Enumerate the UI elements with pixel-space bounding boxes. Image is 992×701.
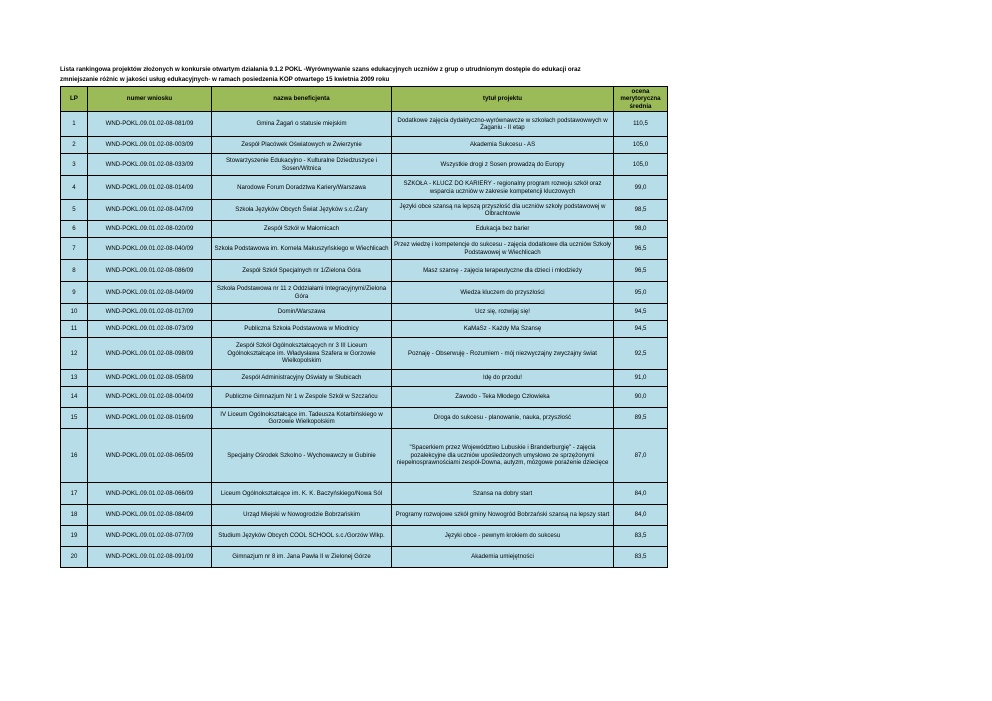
cell-numer: WND-POKL.09.01.02-08-016/09	[88, 408, 212, 429]
cell-lp: 14	[61, 387, 88, 408]
table-row	[61, 505, 668, 526]
cell-tytul: Poznaję - Obserwuję - Rozumiem - mój niezwyczajny zwyczajny świat	[392, 338, 614, 370]
cell-tytul: Akademia umiejętności	[392, 547, 614, 568]
cell-tytul: Języki obce - pewnym krokiem do sukcesu	[392, 526, 614, 547]
cell-beneficjent: Publiczna Szkoła Podstawowa w Miodnicy	[212, 321, 392, 338]
cell-beneficjent: Domin/Warszawa	[212, 304, 392, 321]
cell-numer: WND-POKL.09.01.02-08-086/09	[88, 260, 212, 282]
cell-lp: 15	[61, 408, 88, 429]
cell-numer: WND-POKL.09.01.02-08-058/09	[88, 370, 212, 387]
cell-tytul: Szansa na dobry start	[392, 483, 614, 505]
cell-beneficjent: Zespół Szkół w Małomicach	[212, 221, 392, 238]
cell-numer: WND-POKL.09.01.02-08-049/09	[88, 282, 212, 304]
cell-ocena: 110,5	[614, 112, 668, 137]
table-row	[61, 321, 668, 338]
cell-numer: WND-POKL.09.01.02-08-047/09	[88, 200, 212, 221]
cell-lp: 9	[61, 282, 88, 304]
cell-ocena: 105,0	[614, 154, 668, 176]
table-row	[61, 408, 668, 429]
header-tytul: tytuł projektu	[392, 87, 614, 112]
cell-ocena: 84,0	[614, 505, 668, 526]
table-row	[61, 260, 668, 282]
cell-beneficjent: Stowarzyszenie Edukacyjno - Kulturalne Dziedzuszyce i Sosen/Witnica	[212, 154, 392, 176]
cell-numer: WND-POKL.09.01.02-08-033/09	[88, 154, 212, 176]
cell-lp: 6	[61, 221, 88, 238]
cell-beneficjent: Specjalny Ośrodek Szkolno - Wychowawczy w Gubinie	[212, 429, 392, 483]
table-row	[61, 338, 668, 370]
cell-lp: 11	[61, 321, 88, 338]
cell-numer: WND-POKL.09.01.02-08-084/09	[88, 505, 212, 526]
cell-beneficjent: Publiczne Gimnazjum Nr 1 w Zespole Szkół w Szczańcu	[212, 387, 392, 408]
cell-lp: 7	[61, 238, 88, 260]
cell-ocena: 96,5	[614, 238, 668, 260]
table-row	[61, 429, 668, 483]
cell-numer: WND-POKL.09.01.02-08-077/09	[88, 526, 212, 547]
cell-beneficjent: IV Liceum Ogólnokształcące im. Tadeusza Kotarbińskiego w Gorzowie Wielkopolskim	[212, 408, 392, 429]
cell-numer: WND-POKL.09.01.02-08-091/09	[88, 547, 212, 568]
table-row	[61, 200, 668, 221]
table-row	[61, 526, 668, 547]
cell-numer: WND-POKL.09.01.02-08-081/09	[88, 112, 212, 137]
table-row	[61, 547, 668, 568]
cell-ocena: 92,5	[614, 338, 668, 370]
cell-lp: 20	[61, 547, 88, 568]
cell-ocena: 105,0	[614, 137, 668, 154]
cell-tytul: Idę do przodu!	[392, 370, 614, 387]
cell-lp: 1	[61, 112, 88, 137]
cell-beneficjent: Gmina Żagań o statusie miejskim	[212, 112, 392, 137]
table-row	[61, 137, 668, 154]
cell-tytul: Droga do sukcesu - planowanie, nauka, przyszłość	[392, 408, 614, 429]
cell-lp: 17	[61, 483, 88, 505]
header-beneficjent: nazwa beneficjenta	[212, 87, 392, 112]
cell-tytul: Wszystkie drogi z Sosen prowadzą do Europy	[392, 154, 614, 176]
cell-beneficjent: Szkoła Języków Obcych Świat Języków s.c./Żary	[212, 200, 392, 221]
cell-beneficjent: Zespół Szkół Ogólnokształcących nr 3 III Liceum Ogólnokształcące im. Władysława Szafera w Gorzowie Wielkopolskim	[212, 338, 392, 370]
cell-lp: 13	[61, 370, 88, 387]
cell-ocena: 95,0	[614, 282, 668, 304]
cell-numer: WND-POKL.09.01.02-08-098/09	[88, 338, 212, 370]
cell-lp: 18	[61, 505, 88, 526]
cell-ocena: 87,0	[614, 429, 668, 483]
cell-beneficjent: Szkoła Podstawowa nr 11 z Oddziałami Integracyjnymi/Zielona Góra	[212, 282, 392, 304]
cell-ocena: 91,0	[614, 370, 668, 387]
cell-tytul: Przez wiedzę i kompetencje do sukcesu - zajęcia dodatkowe dla uczniów Szkoły Podstawowej w Wiechlicach	[392, 238, 614, 260]
table-row	[61, 282, 668, 304]
header-numer: numer wniosku	[88, 87, 212, 112]
cell-ocena: 94,5	[614, 304, 668, 321]
ranking-table	[60, 86, 668, 568]
cell-beneficjent: Zespół Szkół Specjalnych nr 1/Zielona Góra	[212, 260, 392, 282]
cell-tytul: Edukacja bez barier	[392, 221, 614, 238]
cell-tytul: SZKOŁA - KLUCZ DO KARIERY - regionalny program rozwoju szkół oraz wsparcia uczniów w zakresie kompetencji kluczowych	[392, 176, 614, 200]
cell-numer: WND-POKL.09.01.02-08-004/09	[88, 387, 212, 408]
table-row	[61, 370, 668, 387]
cell-beneficjent: Gimnazjum nr 8 im. Jana Pawła II w Zielonej Górze	[212, 547, 392, 568]
cell-numer: WND-POKL.09.01.02-08-066/09	[88, 483, 212, 505]
document-title	[60, 65, 700, 85]
cell-beneficjent: Szkoła Podstawowa im. Kornela Makuszyńskiego w Wiechlicach	[212, 238, 392, 260]
cell-numer: WND-POKL.09.01.02-08-073/09	[88, 321, 212, 338]
cell-beneficjent: Urząd Miejski w Nowogrodzie Bobrzańskim	[212, 505, 392, 526]
cell-numer: WND-POKL.09.01.02-08-003/09	[88, 137, 212, 154]
table-row	[61, 238, 668, 260]
cell-ocena: 98,0	[614, 221, 668, 238]
table-row	[61, 387, 668, 408]
cell-beneficjent: Studium Języków Obcych COOL SCHOOL s.c./Gorzów Wlkp.	[212, 526, 392, 547]
cell-lp: 16	[61, 429, 88, 483]
header-ocena: ocena merytoryczna średnia	[614, 87, 668, 112]
cell-lp: 4	[61, 176, 88, 200]
cell-lp: 8	[61, 260, 88, 282]
table-header-row	[61, 87, 668, 112]
cell-ocena: 89,5	[614, 408, 668, 429]
cell-tytul: Akademia Sukcesu - AS	[392, 137, 614, 154]
cell-tytul: Programy rozwojowe szkół gminy Nowogród Bobrzański szansą na lepszy start	[392, 505, 614, 526]
cell-lp: 3	[61, 154, 88, 176]
title-line-2: zmniejszanie różnic w jakości usług edukacyjnych- w ramach posiedzenia KOP otwartego 15 kwietnia 2009 roku	[60, 76, 390, 83]
cell-ocena: 83,5	[614, 547, 668, 568]
cell-ocena: 99,0	[614, 176, 668, 200]
cell-beneficjent: Narodowe Forum Doradztwa Kariery/Warszawa	[212, 176, 392, 200]
table-row	[61, 304, 668, 321]
header-lp: LP	[61, 87, 88, 112]
cell-tytul: Masz szansę - zajęcia terapeutyczne dla dzieci i młodzieży	[392, 260, 614, 282]
cell-tytul: KaMaSz - Każdy Ma Szansę	[392, 321, 614, 338]
cell-lp: 5	[61, 200, 88, 221]
cell-lp: 12	[61, 338, 88, 370]
cell-ocena: 98,5	[614, 200, 668, 221]
cell-tytul: Ucz się, rozwijaj się!	[392, 304, 614, 321]
table-row	[61, 221, 668, 238]
cell-numer: WND-POKL.09.01.02-08-017/09	[88, 304, 212, 321]
cell-ocena: 94,5	[614, 321, 668, 338]
cell-numer: WND-POKL.09.01.02-08-020/09	[88, 221, 212, 238]
cell-lp: 19	[61, 526, 88, 547]
cell-tytul: Wiedza kluczem do przyszłości	[392, 282, 614, 304]
cell-beneficjent: Liceum Ogólnokształcące im. K. K. Baczyńskiego/Nowa Sól	[212, 483, 392, 505]
cell-numer: WND-POKL.09.01.02-08-065/09	[88, 429, 212, 483]
table-row	[61, 112, 668, 137]
cell-ocena: 83,5	[614, 526, 668, 547]
cell-numer: WND-POKL.09.01.02-08-014/09	[88, 176, 212, 200]
cell-lp: 10	[61, 304, 88, 321]
cell-ocena: 90,0	[614, 387, 668, 408]
cell-ocena: 84,0	[614, 483, 668, 505]
cell-tytul: Języki obce szansą na lepszą przyszłość dla uczniów szkoły podstawowej w Olbrachtowie	[392, 200, 614, 221]
cell-beneficjent: Zespół Placówek Oświatowych w Zwierzynie	[212, 137, 392, 154]
cell-ocena: 96,5	[614, 260, 668, 282]
cell-beneficjent: Zespół Administracyjny Oświaty w Słubicach	[212, 370, 392, 387]
table-row	[61, 176, 668, 200]
title-line-1: Lista rankingowa projektów złożonych w konkursie otwartym działania 9.1.2 POKL -Wyrównywanie szans edukacyjnych uczniów z grup o utrudnionym dostępie do edukacji oraz	[60, 66, 581, 73]
table-row	[61, 154, 668, 176]
cell-tytul: "Spacerkiem przez Województwo Lubuskie i Branderburgię" - zajęcia pozalekcyjne dla uczniów upośledzonych umysłowo ze sprzężonymi niepełnosprawnościami zespół-Downa, autyzm, mózgowe porażenie dziecięce	[392, 429, 614, 483]
cell-numer: WND-POKL.09.01.02-08-040/09	[88, 238, 212, 260]
cell-tytul: Dodatkowe zajęcia dydaktyczno-wyrównawcze w szkołach podstawowwych w Żaganiu - II etap	[392, 112, 614, 137]
table-row	[61, 483, 668, 505]
cell-lp: 2	[61, 137, 88, 154]
cell-tytul: Zawodo - Teka Młodego Człowieka	[392, 387, 614, 408]
